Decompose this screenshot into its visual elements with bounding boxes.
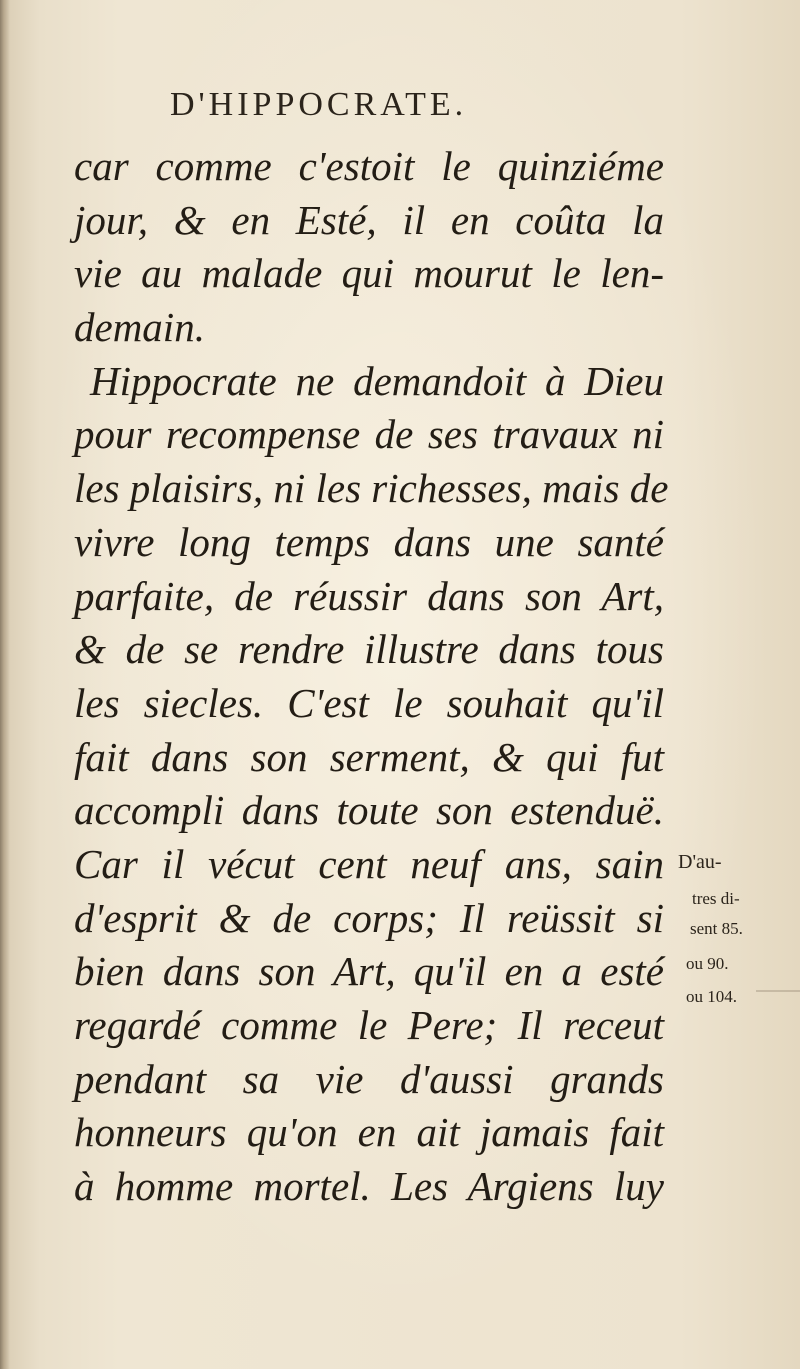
- text-line-5: Hippocrate ne demandoit à Dieu: [90, 357, 664, 404]
- text-line-18: pendant sa vie d'aussi grands: [74, 1055, 664, 1102]
- margin-note-line-3: sent 85.: [690, 919, 743, 938]
- text-line-14: Car il vécut cent neuf ans, sain: [74, 840, 664, 887]
- margin-note-line-1: D'au-: [678, 851, 722, 873]
- body-text: [74, 140, 669, 1214]
- margin-note-line-4: ou 90.: [686, 954, 729, 973]
- text-line-12: fait dans son serment, & qui fut: [74, 733, 664, 780]
- text-line-9: parfaite, de réussir dans son Art,: [74, 572, 664, 619]
- text-line-3: vie au malade qui mourut le len-: [74, 250, 664, 297]
- margin-note-line-2: tres di-: [692, 889, 740, 908]
- text-line-17: regardé comme le Pere; Il receut: [74, 1002, 664, 1048]
- text-line-10: & de se rendre illustre dans tous: [74, 626, 664, 673]
- text-line-15: d'esprit & de corps; Il reüssit si: [74, 894, 664, 941]
- margin-note-line-5: ou 104.: [686, 987, 737, 1006]
- text-line-8: vivre long temps dans une santé: [74, 518, 664, 565]
- text-line-2: jour, & en Esté, il en coûta la: [74, 196, 664, 243]
- text-line-4: demain.: [74, 304, 205, 351]
- page-spine-edge: [0, 0, 10, 1369]
- text-line-13: accompli dans toute son estenduë.: [74, 787, 664, 834]
- margin-rule: [756, 990, 800, 992]
- text-line-1: car comme c'estoit le quinziéme: [74, 143, 664, 189]
- text-line-6: pour recompense de ses travaux ni: [74, 411, 664, 458]
- text-line-20: à homme mortel. Les Argiens luy: [74, 1163, 664, 1210]
- text-line-11: les siecles. C'est le souhait qu'il: [74, 679, 664, 726]
- text-line-7: les plaisirs, ni les richesses, mais de: [74, 465, 669, 512]
- running-head: D'HIPPOCRATE.: [170, 86, 468, 123]
- text-line-16: bien dans son Art, qu'il en a esté: [74, 948, 664, 995]
- text-line-19: honneurs qu'on en ait jamais fait: [74, 1109, 664, 1156]
